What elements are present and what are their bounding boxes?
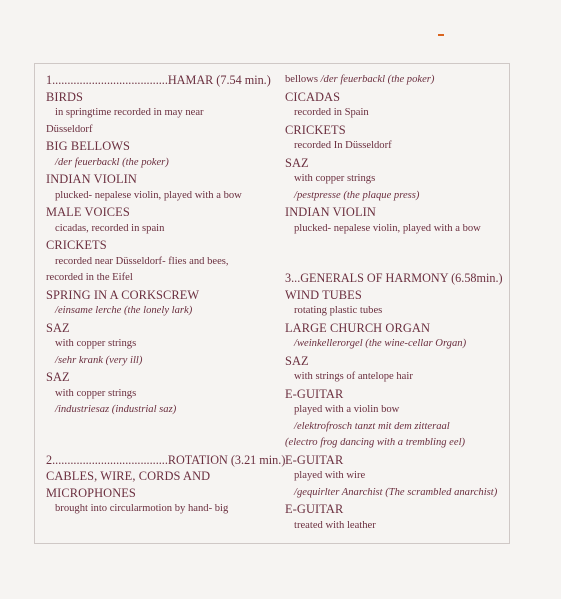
instrument-description: with copper strings bbox=[55, 338, 137, 349]
instrument-description: cicadas, recorded in spain bbox=[55, 222, 165, 234]
instrument-description: played with wire bbox=[294, 470, 366, 481]
instrument-heading: CRICKETS bbox=[285, 122, 346, 137]
instrument-heading: BIRDS bbox=[46, 89, 83, 104]
instrument-heading: E-GUITAR bbox=[285, 386, 344, 401]
track-title: 1......................................HAMAR (7.54 min.) bbox=[46, 73, 271, 87]
instrument-description: with copper strings bbox=[294, 173, 376, 184]
instrument-heading: MICROPHONES bbox=[46, 485, 136, 500]
instrument-description: rotating plastic tubes bbox=[294, 305, 383, 316]
instrument-description: played with a violin bow bbox=[294, 404, 400, 415]
left-column bbox=[46, 72, 286, 518]
instrument-description: plucked- nepalese violin, played with a bow bbox=[294, 222, 481, 234]
instrument-description: recorded In Düsseldorf bbox=[294, 140, 392, 151]
instrument-heading: WIND TUBES bbox=[285, 287, 362, 302]
subtitle-continuation: (electro frog dancing with a trembling eel) bbox=[285, 437, 466, 448]
instrument-description: with copper strings bbox=[55, 387, 137, 399]
instrument-description: with strings of antelope hair bbox=[294, 371, 413, 382]
instrument-description: recorded in Spain bbox=[294, 107, 369, 118]
instrument-heading: CABLES, WIRE, CORDS AND bbox=[46, 469, 211, 483]
corner-mark bbox=[438, 34, 444, 36]
description-continuation: recorded in the Eifel bbox=[46, 272, 133, 283]
piece-subtitle: /der feuerbackl (the poker) bbox=[55, 156, 169, 168]
instrument-description: in springtime recorded in may near bbox=[55, 107, 204, 118]
instrument-heading: INDIAN VIOLIN bbox=[46, 172, 137, 186]
description-continuation: Düsseldorf bbox=[46, 123, 93, 135]
piece-subtitle: /weinkellerorgel (the wine-cellar Organ) bbox=[294, 338, 467, 349]
description-continuation bbox=[285, 72, 510, 89]
instrument-description: treated with leather bbox=[294, 519, 376, 531]
instrument-heading: SAZ bbox=[46, 370, 70, 384]
instrument-heading: INDIAN VIOLIN bbox=[285, 205, 376, 219]
track-title: 2......................................ROTATION (3.21 min.) bbox=[46, 452, 286, 467]
piece-subtitle: /gequirlter Anarchist (The scrambled anarchist) bbox=[294, 486, 498, 498]
right-column bbox=[285, 72, 510, 534]
spacer bbox=[46, 419, 278, 452]
piece-subtitle: /sehr krank (very ill) bbox=[55, 354, 143, 366]
instrument-heading: SAZ bbox=[285, 353, 309, 368]
instrument-heading: LARGE CHURCH ORGAN bbox=[285, 320, 430, 335]
instrument-heading: E-GUITAR bbox=[285, 452, 344, 467]
continuation-text: bellows bbox=[285, 74, 321, 85]
instrument-heading: SAZ bbox=[285, 155, 309, 170]
instrument-heading: BIG BELLOWS bbox=[46, 139, 131, 153]
instrument-description: plucked- nepalese violin, played with a bow bbox=[55, 189, 242, 201]
instrument-heading: CICADAS bbox=[285, 89, 341, 104]
track-title: 3...GENERALS OF HARMONY (6.58min.) bbox=[285, 271, 503, 285]
piece-subtitle: /elektrofrosch tanzt mit dem zitteraal bbox=[294, 420, 450, 432]
piece-subtitle: /pestpresse (the plaque press) bbox=[294, 189, 420, 201]
instrument-heading: SAZ bbox=[46, 320, 70, 335]
instrument-heading: E-GUITAR bbox=[285, 502, 344, 516]
instrument-description: brought into circularmotion by hand- big bbox=[55, 503, 229, 514]
instrument-heading: SPRING IN A CORKSCREW bbox=[46, 287, 200, 302]
instrument-heading: MALE VOICES bbox=[46, 205, 130, 219]
instrument-description: recorded near Düsseldorf- flies and bees, bbox=[55, 255, 229, 267]
piece-subtitle: /einsame lerche (the lonely lark) bbox=[55, 305, 193, 316]
instrument-heading: CRICKETS bbox=[46, 238, 107, 252]
piece-subtitle: /der feuerbackl (the poker) bbox=[320, 74, 435, 85]
spacer bbox=[285, 237, 510, 270]
piece-subtitle: /industriesaz (industrial saz) bbox=[55, 404, 177, 415]
